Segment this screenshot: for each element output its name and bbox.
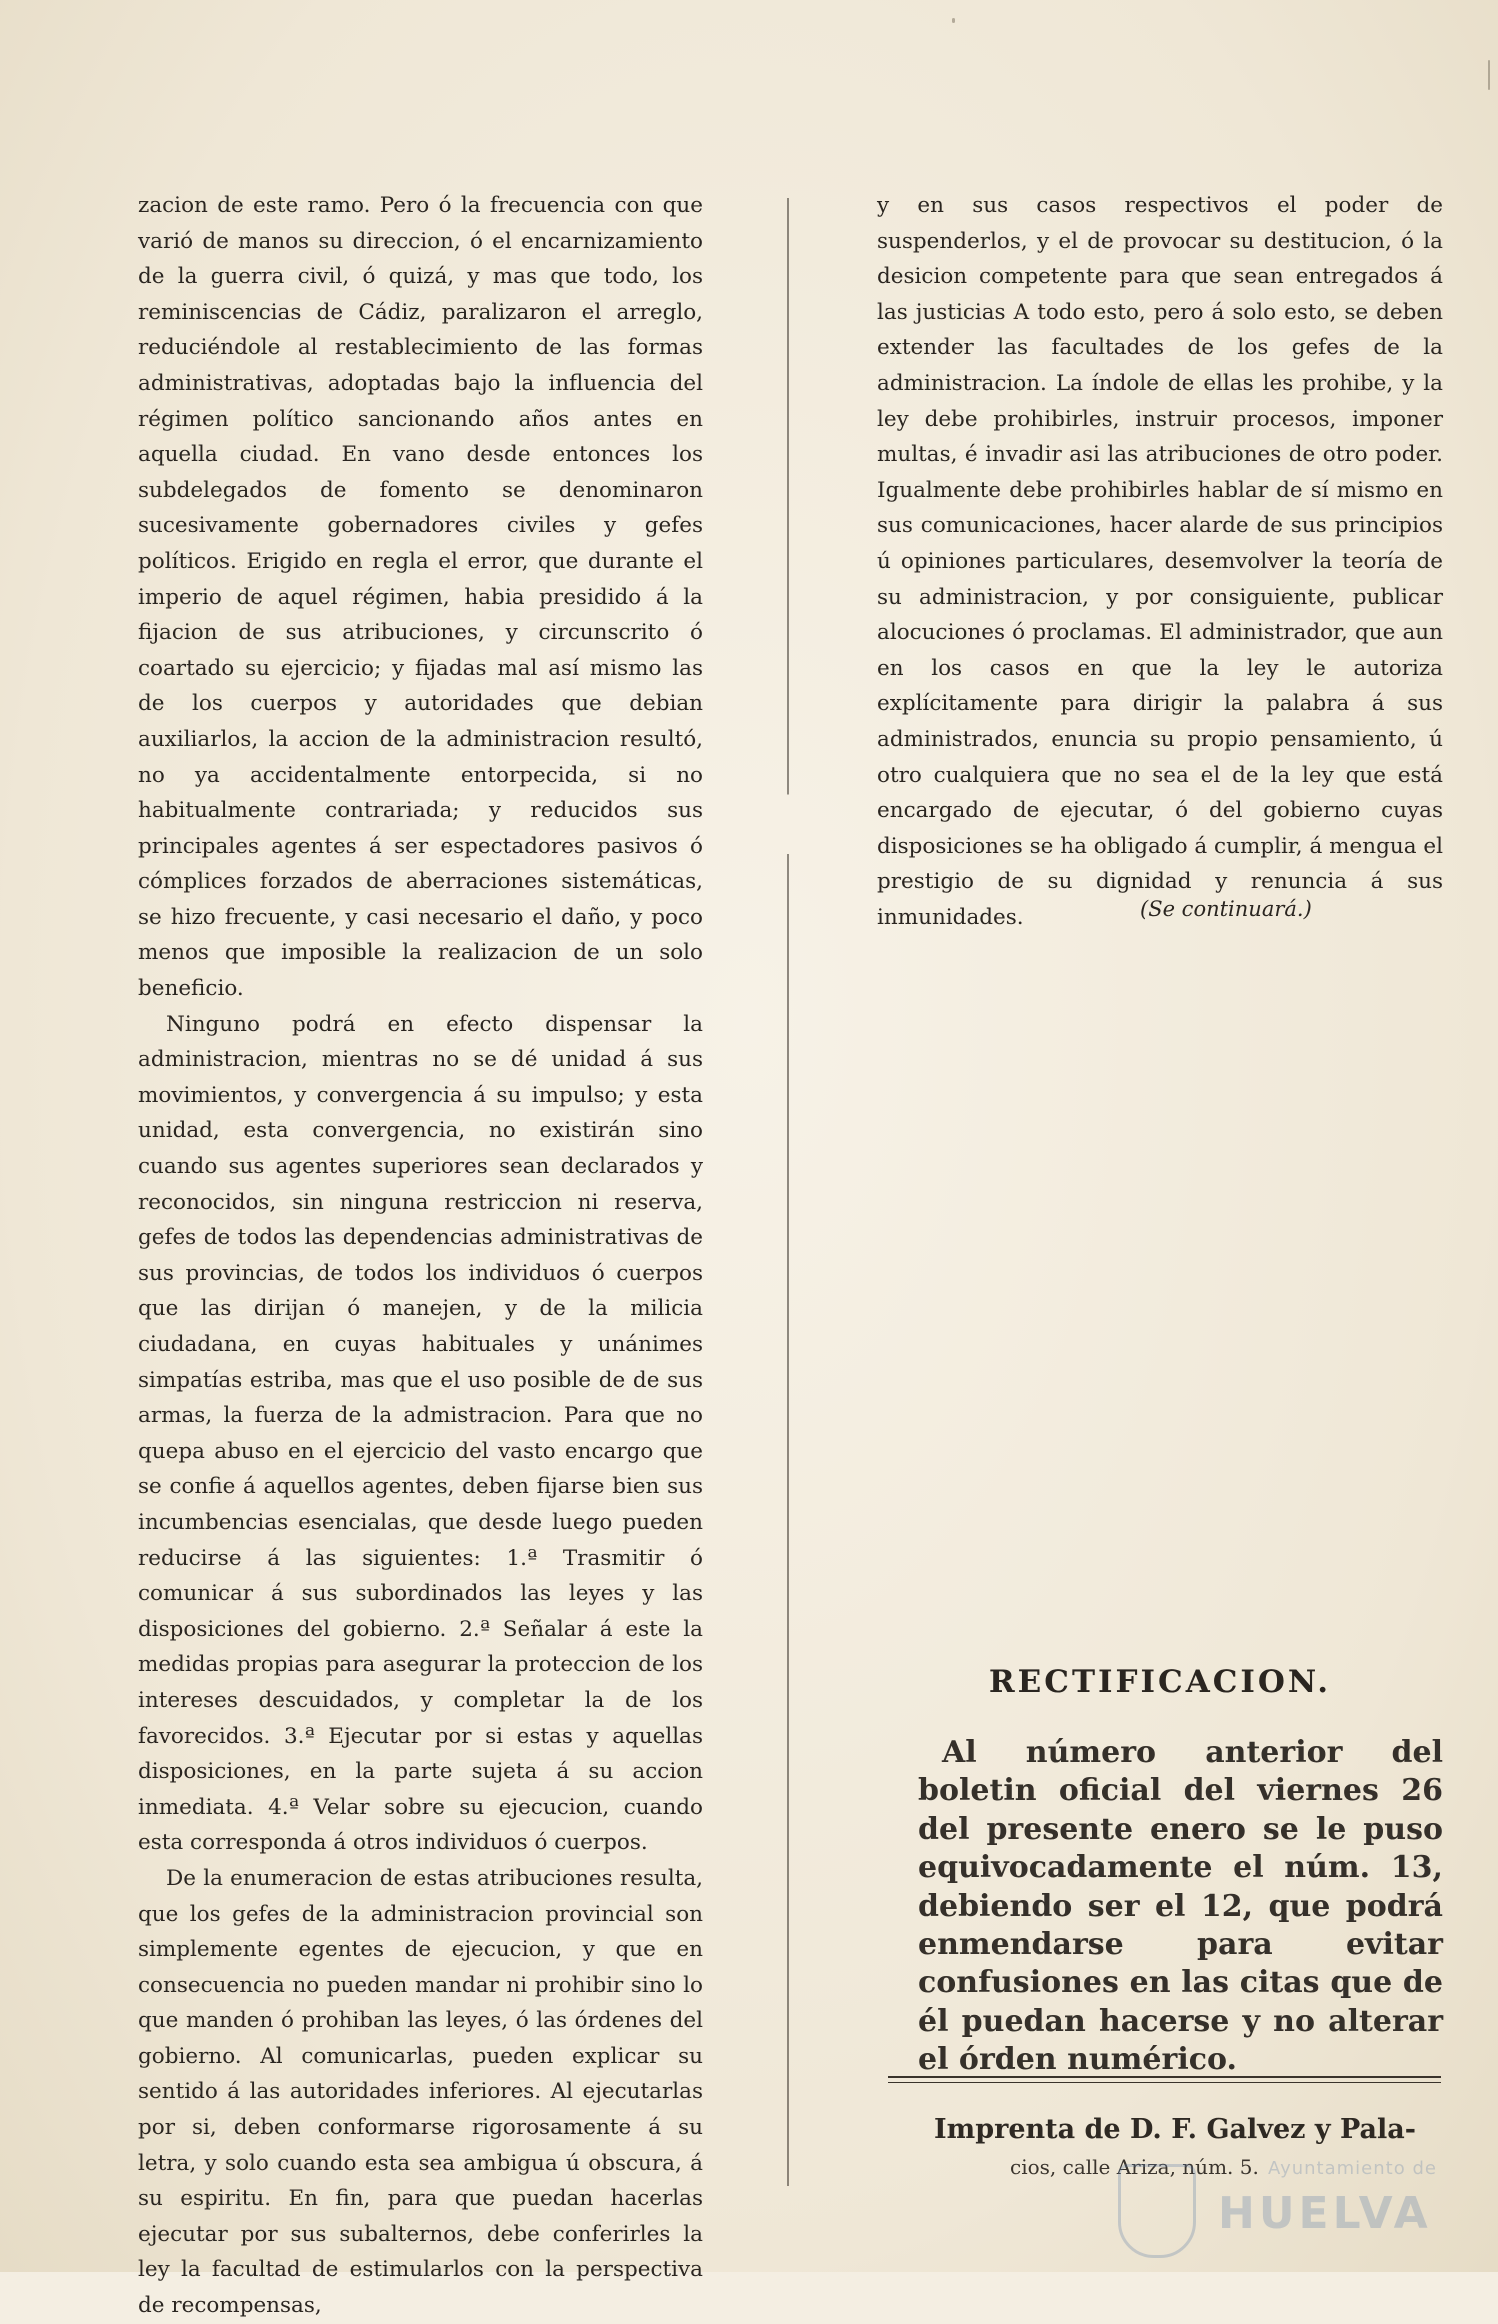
rectification-title: RECTIFICACION. bbox=[988, 1664, 1332, 1700]
column-divider bbox=[787, 198, 789, 2186]
left-text-column bbox=[138, 188, 703, 2324]
imprint-rule-thin bbox=[888, 2082, 1441, 2083]
left-paragraph-2: Ninguno podrá en efecto dispensar la administracion, mientras no se dé unidad á sus movimientos, y convergencia á su impulso; y esta unidad, esta convergencia, no existirán sino cuando sus agentes superiores sean declarados y reconocidos, sin ninguna restriccion ni reserva, gefes de todos las dependencias administrativas de sus provincias, de todos los individuos ó cuerpos que las dirijan ó manejen, y de la milicia ciudadana, en cuyas habituales y unánimes simpatías estriba, mas que el uso posible de de sus armas, la fuerza de la admistracion. Para que no quepa abuso en el ejercicio del vasto encargo que se confie á aquellos agentes, deben fijarse bien sus incumbencias esencialas, que desde luego pueden reducirse á las siguientes: 1.ª Trasmitir ó comunicar á sus subordinados las leyes y las disposiciones del gobierno. 2.ª Señalar á este la medidas propias para asegurar la proteccion de los intereses descuidados, y completar la de los favorecidos. 3.ª Ejecutar por si estas y aquellas disposiciones, en la parte sujeta á su accion inmediata. 4.ª Velar sobre su ejecucion, cuando esta corresponda á otros individuos ó cuerpos. bbox=[138, 1011, 703, 1856]
paper-edge-mark bbox=[1488, 60, 1490, 90]
continuation-note: (Se continuará.) bbox=[1140, 897, 1312, 921]
imprint-line-1: Imprenta de D. F. Galvez y Pala- bbox=[934, 2114, 1416, 2145]
paper-speck bbox=[952, 18, 955, 23]
right-text-column bbox=[877, 188, 1443, 935]
right-paragraph-1: y en sus casos respectivos el poder de suspenderlos, y el de provocar su destitucion, ó la desicion competente para que sean entregados á las justicias A todo esto, pero á solo esto, se deben extender las facultades de los gefes de la administracion. La índole de ellas les prohibe, y la ley debe prohibirles, instruir procesos, imponer multas, é invadir asi las atribuciones de otro poder. Igualmente debe prohibirles hablar de sí mismo en sus comunicaciones, hacer alarde de sus principios ú opiniones particulares, desemvolver la teoría de su administracion, y por consiguiente, publicar alocuciones ó proclamas. El administrador, que aun en los casos en que la ley le autoriza explícitamente para dirigir la palabra á sus administrados, enuncia su propio pensamiento, ú otro cualquiera que no sea el de la ley que está encargado de ejecutar, ó del gobierno cuyas disposiciones se ha obligado á cumplir, á mengua el prestigio de su dignidad y renuncia á sus inmunidades. bbox=[877, 193, 1443, 930]
archive-watermark bbox=[1118, 2150, 1448, 2260]
coat-of-arms-icon bbox=[1118, 2164, 1196, 2258]
imprint-rule-thick bbox=[888, 2076, 1441, 2078]
left-paragraph-1: zacion de este ramo. Pero ó la frecuencia con que varió de manos su direccion, ó el encarnizamiento de la guerra civil, ó quizá, y mas que todo, los reminiscencias de Cádiz, paralizaron el arreglo, reduciéndole al restablecimiento de las formas administrativas, adoptadas bajo la influencia del régimen político sancionando años antes en aquella ciudad. En vano desde entonces los subdelegados de fomento se denominaron sucesivamente gobernadores civiles y gefes políticos. Erigido en regla el error, que durante el imperio de aquel régimen, habia presidido á la fijacion de sus atribuciones, y circunscrito ó coartado su ejercicio; y fijadas mal así mismo las de los cuerpos y autoridades que debian auxiliarlos, la accion de la administracion resultó, no ya accidentalmente entorpecida, si no habitualmente contrariada; y reducidos sus principales agentes á ser espectadores pasivos ó cómplices forzados de aberraciones sistemáticas, se hizo frecuente, y casi necesario el daño, y poco menos que imposible la realizacion de un solo beneficio. bbox=[138, 193, 703, 1002]
left-paragraph-3: De la enumeracion de estas atribuciones resulta, que los gefes de la administracion provincial son simplemente egentes de ejecucion, y que en consecuencia no pueden mandar ni prohibir sino lo que manden ó prohiban las leyes, ó las órdenes del gobierno. Al comunicarlas, pueden explicar su sentido á las autoridades inferiores. Al ejecutarlas por si, deben conformarse rigorosamente á su letra, y solo cuando esta sea ambigua ú obscura, á su espiritu. En fin, para que puedan hacerlas ejecutar por sus subalternos, debe conferirles la ley la facultad de estimularlos con la perspectiva de recompensas, bbox=[138, 1865, 703, 2319]
watermark-small-text: Ayuntamiento de bbox=[1268, 2158, 1437, 2179]
watermark-word: HUELVA bbox=[1218, 2188, 1432, 2239]
rectification-body: Al número anterior del boletin oficial del viernes 26 del presente enero se le puso equivocadamente el núm. 13, debiendo ser el 12, que podrá enmendarse para evitar confusiones en las citas que de él puedan hacerse y no alterar el órden numérico. bbox=[918, 1735, 1443, 2078]
imprint-line-2: cios, calle Ariza, núm. 5. bbox=[1010, 2155, 1259, 2179]
